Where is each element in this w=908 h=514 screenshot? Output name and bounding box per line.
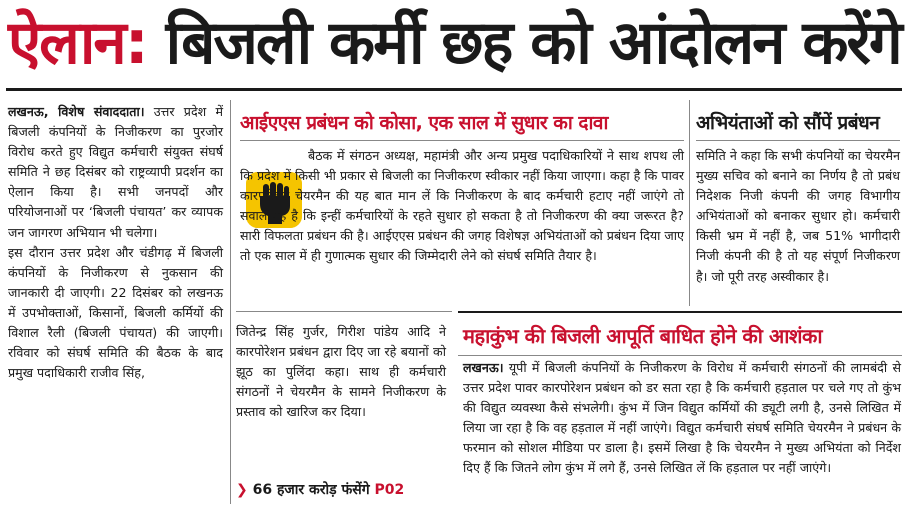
story3-top-rule xyxy=(458,311,902,313)
column-divider-left xyxy=(230,100,231,504)
column-divider-right xyxy=(689,100,690,306)
story1-subhead xyxy=(240,110,608,136)
main-headline xyxy=(8,4,900,82)
story2-paragraph: समिति ने कहा कि सभी कंपनियों का चेयरमैन मुख्य सचिव को बनाने का निर्णय है तो प्रबंध निदेशक निजी कंपनी की जगह विभागीय अभियंताओं को बनाकर सुधार हो। कर्मचारी किसी भ्रम में नहीं है, जब 51% भागीदारी निजी कंपनी की है तो यह संपूर्ण निजीकरण है। जो पूरी तरह अस्वीकार है। xyxy=(696,148,900,284)
story3-headline xyxy=(463,318,822,354)
story3-dateline: लखनऊ। xyxy=(463,360,504,375)
story3-body: यूपी में बिजली कंपनियों के निजीकरण के विरोध में कर्मचारी संगठनों की लामबंदी से उत्तर प्रदेश पावर कारपोरेशन प्रबंधन को डर सता रहा है कि कर्मचारी हड़ताल पर चले गए तो कुंभ की विद्युत व्यवस्था कैसे संभलेगी। कुंभ में जिन विद्युत कर्मियों की ड्यूटी लगी है, उनसे लिखित में लिया जा रहा है कि वह हड़ताल में नहीं जाएंगे। विद्युत कर्मचारी संघर्ष समिति चेयरमैन ने प्रबंधन के फरमान को सोशल मीडिया पर डाला है। इसमें लिखा है कि चेयरमैन ने मुख्य अभियंता को निर्देश दिए हैं कि जितने लोग कुंभ में लगे हैं, उनसे लिखित लें कि हड़ताल पर नहीं जाएंगे। xyxy=(463,360,901,476)
story2-subhead-underline xyxy=(696,140,900,141)
story1-divider xyxy=(236,311,452,312)
page-reference-text: 66 हजार करोड़ फंसेंगे xyxy=(252,482,370,498)
story3-headline-underline xyxy=(458,355,902,356)
headline-rule xyxy=(6,88,902,91)
story1-paragraph-1: बैठक में संगठन अध्यक्ष, महामंत्री और अन्य प्रमुख पदाधिकारियों ने साथ शपथ ली कि प्रदेश में किसी भी प्रकार से बिजली का निजीकरण स्वीकार नहीं किया जाएगा। कहा है कि पावर कारपोरेशन चेयरमैन की यह बात मान लें कि निजीकरण के बाद कर्मचारी हटाए नहीं जाएंगे तो सवाल यह है कि इन्हीं कर्मचारियों के रहते सुधार हो सकता है तो निजीकरण की क्या जरूरत है? सारी विफलता प्रबंधन की है। आईएएस प्रबंधन की जगह विशेषज्ञ अभियंताओं को प्रबंधन दिया जाए तो एक साल में ही गुणात्मक सुधार की जिम्मेदारी लेने को संघर्ष समिति तैयार है। xyxy=(240,148,684,264)
story3-paragraph xyxy=(463,358,901,479)
arrow-right-icon: ❯ xyxy=(236,482,248,498)
left-paragraph-1: उत्तर प्रदेश में बिजली कंपनियों के निजीकरण का पुरजोर विरोध करते हुए विद्युत कर्मचारी संयुक्त संघर्ष समिति ने छह दिसंबर को राष्ट्रव्यापी प्रदर्शन का ऐलान किया है। सभी जनपदों और परियोजनाओं पर ‘बिजली पंचायत’ कर व्यापक जन जागरण अभियान भी चलेगा। xyxy=(8,104,223,240)
story2-subhead xyxy=(696,110,879,136)
story1-subhead-text: आईएएस प्रबंधन को कोसा, एक साल में सुधार का दावा xyxy=(240,112,608,134)
story2-subhead-text: अभियंताओं को सौंपें प्रबंधन xyxy=(696,112,880,134)
story3-headline-text: महाकुंभ की बिजली आपूर्ति बाधित होने की आशंका xyxy=(463,324,823,348)
headline-main: बिजली कर्मी छह को आंदोलन करेंगे xyxy=(165,8,901,78)
left-paragraph-2: इस दौरान उत्तर प्रदेश और चंडीगढ़ में बिजली कंपनियों के निजीकरण से नुकसान की जानकारी दी जाएगी। 22 दिसंबर को लखनऊ में उपभोक्ताओं, किसानों, बिजली कर्मियों की विशाल रैली (बिजली पंचायत) की जाएगी। रविवार को संघर्ष समिति की बैठक के बाद प्रमुख पदाधिकारी राजीव सिंह, xyxy=(8,244,223,381)
page-reference-number: P02 xyxy=(374,482,405,498)
story1-paragraph-2: जितेन्द्र सिंह गुर्जर, गिरीश पांडेय आदि ने कारपोरेशन प्रबंधन द्वारा दिए जा रहे बयानों को झूठ का पुलिंदा कहा। साथ ही कर्मचारी संगठनों ने चेयरमैन के सामने निजीकरण के प्रस्ताव को खारिज कर दिया। xyxy=(236,324,446,420)
story1-subhead-underline xyxy=(240,140,684,141)
left-column-story xyxy=(8,102,223,383)
page-reference[interactable] xyxy=(236,480,404,499)
left-dateline: लखनऊ, विशेष संवाददाता। xyxy=(8,104,145,119)
headline-kicker: ऐलान: xyxy=(8,8,147,78)
